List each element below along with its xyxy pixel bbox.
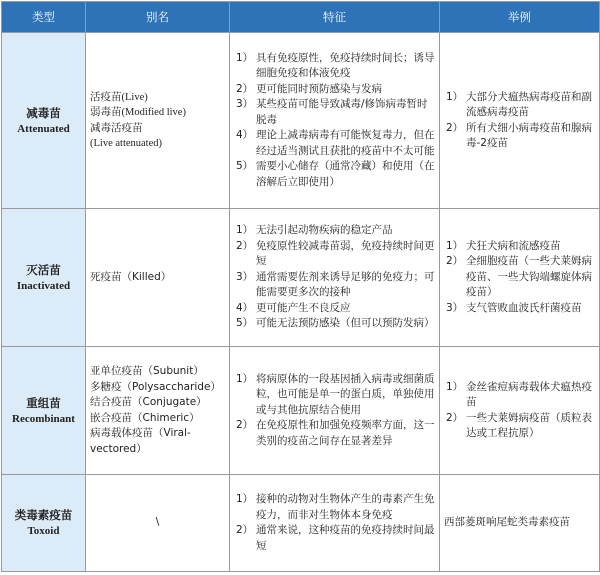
examples-list xyxy=(444,380,595,442)
features-list xyxy=(234,372,435,450)
type-name-cn: 减毒苗 xyxy=(26,105,61,120)
header-type: 类型 xyxy=(2,2,86,33)
table-row xyxy=(2,33,600,209)
type-name-en: Attenuated xyxy=(17,122,70,135)
examples-cell xyxy=(440,209,600,347)
alias-item: 结合疫苗（Conjugate） xyxy=(90,396,207,408)
alias-item: (Live attenuated) xyxy=(90,138,163,149)
list-item: 4） 更可能产生不良反应 xyxy=(236,301,351,314)
features-cell xyxy=(230,209,440,347)
type-name-cn: 灭活苗 xyxy=(26,262,61,277)
alias-item: 亚单位疫苗（Subunit） xyxy=(90,365,204,377)
examples-cell xyxy=(440,33,600,209)
list-item: 2） 在免疫原性和加强免疫频率方面，这一类别的疫苗之间存在显著差异 xyxy=(236,419,435,447)
list-item: 1） 大部分犬瘟热病毒疫苗和副流感病毒疫苗 xyxy=(446,90,592,118)
examples-list xyxy=(444,90,595,152)
alias-cell xyxy=(86,33,230,209)
header-alias: 别名 xyxy=(86,2,230,33)
type-name-cn: 重组苗 xyxy=(26,395,61,410)
list-item: 1） 无法引起动物疾病的稳定产品 xyxy=(236,224,393,237)
list-item: 2） 一些犬莱姆病疫苗（质粒表达或工程抗原） xyxy=(446,411,592,439)
alias-item: 病毒载体疫苗（Viral- xyxy=(90,427,191,439)
features-list xyxy=(234,223,435,332)
alias-cell xyxy=(86,347,230,475)
list-item: 2） 更可能同时预防感染与发病 xyxy=(236,82,382,95)
list-item: 2） 免疫原性较减毒苗弱，免疫持续时间更短 xyxy=(236,239,435,268)
list-item: 2） 全细胞疫苗（一些犬莱姆病疫苗、一些犬钩端螺旋体病疫苗） xyxy=(446,255,592,299)
type-name-en: Recombinant xyxy=(12,412,75,425)
list-item: 3） 某些疫苗可能导致减毒/修饰病毒暂时脱毒 xyxy=(236,98,428,126)
list-item: 4） 理论上减毒病毒有可能恢复毒力，但在经过适当测试且获批的疫苗中不太可能 xyxy=(236,129,435,157)
list-item: 1） 犬狂犬病和流感疫苗 xyxy=(446,239,561,252)
alias-item: \ xyxy=(155,516,160,529)
header-row xyxy=(2,2,600,33)
alias-item: 活疫苗(Live) xyxy=(90,91,148,103)
features-list xyxy=(234,51,435,191)
alias-item: 弱毒苗(Modified live) xyxy=(90,107,186,118)
example-item: 西部菱斑响尾蛇类毒素疫苗 xyxy=(444,516,570,529)
header-examples: 举例 xyxy=(440,2,600,33)
header-features: 特征 xyxy=(230,2,440,33)
list-item: 3） 支气管败血波氏杆菌疫苗 xyxy=(446,301,582,314)
list-item: 1） 将病原体的一段基因插入病毒或细菌质粒，也可能是单一的蛋白质，单独使用或与其他抗原结合使用 xyxy=(236,372,435,416)
list-item: 1） 接种的动物对生物体产生的毒素产生免疫力，而非对生物体本身免疫 xyxy=(236,493,435,521)
list-item: 5） 可能无法预防感染（但可以预防发病） xyxy=(236,317,435,330)
features-cell xyxy=(230,347,440,475)
list-item: 3） 通常需要佐剂来诱导足够的免疫力；可能需要更多次的接种 xyxy=(236,270,435,299)
table-row xyxy=(2,209,600,347)
alias-item: 死疫苗（Killed） xyxy=(90,270,172,283)
type-cell xyxy=(2,209,86,347)
list-item: 2） 所有犬细小病毒疫苗和腺病毒-2疫苗 xyxy=(446,121,592,149)
type-cell xyxy=(2,347,86,475)
type-cell xyxy=(2,475,86,572)
alias-item: 嵌合疫苗（Chimeric） xyxy=(90,411,200,424)
alias-cell xyxy=(86,209,230,347)
alias-item: 减毒活疫苗 xyxy=(90,121,143,134)
type-name-en: Inactivated xyxy=(16,279,71,292)
features-cell xyxy=(230,33,440,209)
type-cell xyxy=(2,33,86,209)
list-item: 5） 需要小心储存（通常冷藏）和使用（在溶解后立即使用） xyxy=(236,160,435,188)
features-cell xyxy=(230,475,440,572)
type-name-en: Toxoid xyxy=(27,525,60,537)
vaccine-table xyxy=(1,1,600,572)
alias-item: 多糖疫（Polysaccharide） xyxy=(90,380,221,393)
examples-cell xyxy=(440,347,600,475)
type-name-cn: 类毒素疫苗 xyxy=(14,508,73,522)
list-item: 1） 具有免疫原性，免疫持续时间长；诱导细胞免疫和体液免疫 xyxy=(236,51,435,80)
list-item: 2） 通常来说，这种疫苗的免疫持续时间最短 xyxy=(236,524,435,552)
features-list xyxy=(234,492,435,554)
alias-item: vectored） xyxy=(90,442,147,455)
examples-cell xyxy=(440,475,600,572)
examples-list xyxy=(444,239,595,317)
alias-cell xyxy=(86,475,230,572)
table-row xyxy=(2,475,600,572)
table-row xyxy=(2,347,600,475)
list-item: 1） 金丝雀痘病毒载体犬瘟热疫苗 xyxy=(446,380,592,408)
